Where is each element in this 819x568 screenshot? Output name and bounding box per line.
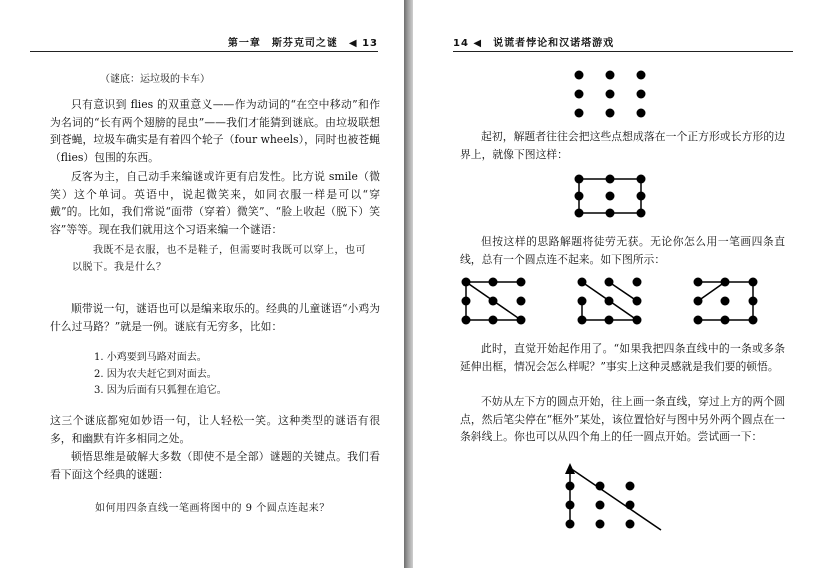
riddle-answer-caption: （谜底：运垃圾的卡车） xyxy=(100,74,210,85)
solution-figure xyxy=(561,462,665,532)
grid-dot xyxy=(626,520,635,529)
grid-dot xyxy=(462,278,471,287)
grid-dot xyxy=(596,501,605,510)
paragraph-intuition: 此时，直觉开始起作用了。“如果我把四条直线中的一条或多条延伸出框，情况会怎么样呢？”事实上这种灵感就是我们要的顿悟。 xyxy=(460,342,785,373)
grid-dot xyxy=(606,175,615,184)
grid-dot xyxy=(637,109,646,118)
paragraph-humor: 这三个谜底都宛如妙语一句，让人轻松一笑。这种类型的谜语有很多，和幽默有许多相同之处。 xyxy=(50,414,380,445)
grid-dot xyxy=(489,278,498,287)
grid-dot xyxy=(626,501,635,510)
grid-dot xyxy=(721,316,730,325)
paragraph-smile: 反客为主，自己动手来编谜或许更有启发性。比方说 smile（微笑）这个单词。英语中，说起微笑来，如同衣服一样是可以“穿戴”的。比如，我们常说“面带（穿着）微笑”、“脸上收起（脱下）笑容”等等。现在我们就用这个习语来编一个谜语： xyxy=(50,170,380,236)
grid-dot xyxy=(578,316,587,325)
grid-dot xyxy=(575,175,584,184)
list-item: 3. 因为后面有只狐狸在追它。 xyxy=(94,385,227,396)
grid-dot xyxy=(566,501,575,510)
grid-dot xyxy=(596,520,605,529)
grid-dot xyxy=(637,175,646,184)
grid-dot xyxy=(633,278,642,287)
failed-attempt-figure-3 xyxy=(693,276,757,326)
paragraph-boundary: 起初，解题者往往会把这些点想成落在一个正方形或长方形的边界上，就像下图这样： xyxy=(460,130,785,161)
grid-dot xyxy=(694,297,703,306)
grid-dot xyxy=(575,109,584,118)
grid-dot xyxy=(606,209,615,218)
grid-dot xyxy=(566,482,575,491)
grid-dot xyxy=(517,316,526,325)
right-page-header: 14 ◀ 说谎者悖论和汉诺塔游戏 xyxy=(453,38,615,49)
grid-dot xyxy=(749,278,758,287)
grid-dot xyxy=(605,278,614,287)
grid-dot xyxy=(596,482,605,491)
right-page xyxy=(413,0,819,568)
grid-dot xyxy=(749,316,758,325)
failed-attempt-figure-2 xyxy=(577,276,641,326)
grid-dot xyxy=(606,90,615,99)
paragraph-failed-attempt: 但按这样的思路解题将徒劳无获。无论你怎么用一笔画四条直线，总有一个圆点连不起来。如下图所示： xyxy=(460,235,785,266)
list-item: 1. 小鸡要到马路对面去。 xyxy=(94,352,207,363)
grid-dot xyxy=(721,278,730,287)
failed-attempt-figure-1 xyxy=(461,276,525,326)
answer-list xyxy=(94,350,227,400)
grid-dot xyxy=(606,192,615,201)
left-page xyxy=(0,0,404,568)
grid-dot xyxy=(633,316,642,325)
arrow-head-icon xyxy=(565,463,575,474)
grid-dot xyxy=(578,297,587,306)
grid-dot xyxy=(694,278,703,287)
grid-dot xyxy=(633,297,642,306)
grid-dot xyxy=(605,316,614,325)
nine-dot-grid-figure xyxy=(573,70,645,120)
paragraph-flies: 只有意识到 flies 的双重意义——作为动词的“在空中移动”和作为名词的“长有两个翅膀的昆虫”——我们才能猜到谜底。由垃圾联想到苍蝇，垃圾车确实是有着四个轮子（four wheels），同时也被苍蝇（flies）包围的东西。 xyxy=(50,98,380,164)
paragraph-solution: 不妨从左下方的圆点开始，往上画一条直线，穿过上方的两个圆点，然后笔尖停在“框外”某处，该位置恰好与图中另外两个圆点在一条斜线上。你也可以从四个角上的任一圆点开始。尝试画一下： xyxy=(460,395,785,443)
grid-dot xyxy=(721,297,730,306)
grid-dot xyxy=(517,278,526,287)
riddle-text: 我既不是衣服，也不是鞋子，但需要时我既可以穿上，也可以脱下。我是什么？ xyxy=(72,245,366,273)
grid-dot xyxy=(637,209,646,218)
grid-dot xyxy=(489,297,498,306)
grid-dot xyxy=(575,209,584,218)
nine-dot-puzzle-question: 如何用四条直线一笔画将图中的 9 个圆点连起来？ xyxy=(95,503,330,514)
grid-dot xyxy=(626,482,635,491)
grid-dot xyxy=(575,192,584,201)
left-page-header: 第一章 斯芬克司之谜 ◀ 13 xyxy=(227,38,378,49)
grid-dot xyxy=(462,297,471,306)
grid-dot xyxy=(694,316,703,325)
grid-dot xyxy=(489,316,498,325)
grid-dot xyxy=(606,109,615,118)
rectangle-boundary-figure xyxy=(573,174,645,218)
grid-dot xyxy=(637,90,646,99)
list-item: 2. 因为农夫赶它到对面去。 xyxy=(94,368,217,380)
grid-dot xyxy=(517,297,526,306)
grid-dot xyxy=(578,278,587,287)
book-gutter xyxy=(404,0,413,568)
paragraph-chicken: 顺带说一句，谜语也可以是编来取乐的。经典的儿童谜语“小鸡为什么过马路？”就是一例。谜底有无穷多，比如： xyxy=(50,302,380,333)
paragraph-insight: 顿悟思维是破解大多数（即使不是全部）谜题的关键点。我们看看下面这个经典的谜题： xyxy=(50,450,380,481)
grid-dot xyxy=(462,316,471,325)
grid-dot xyxy=(749,297,758,306)
grid-dot xyxy=(605,297,614,306)
grid-dot xyxy=(637,192,646,201)
left-header-rule xyxy=(30,51,378,52)
grid-dot xyxy=(637,71,646,80)
grid-dot xyxy=(575,71,584,80)
grid-dot xyxy=(606,71,615,80)
grid-dot xyxy=(566,520,575,529)
grid-dot xyxy=(575,90,584,99)
right-header-rule xyxy=(453,51,793,52)
